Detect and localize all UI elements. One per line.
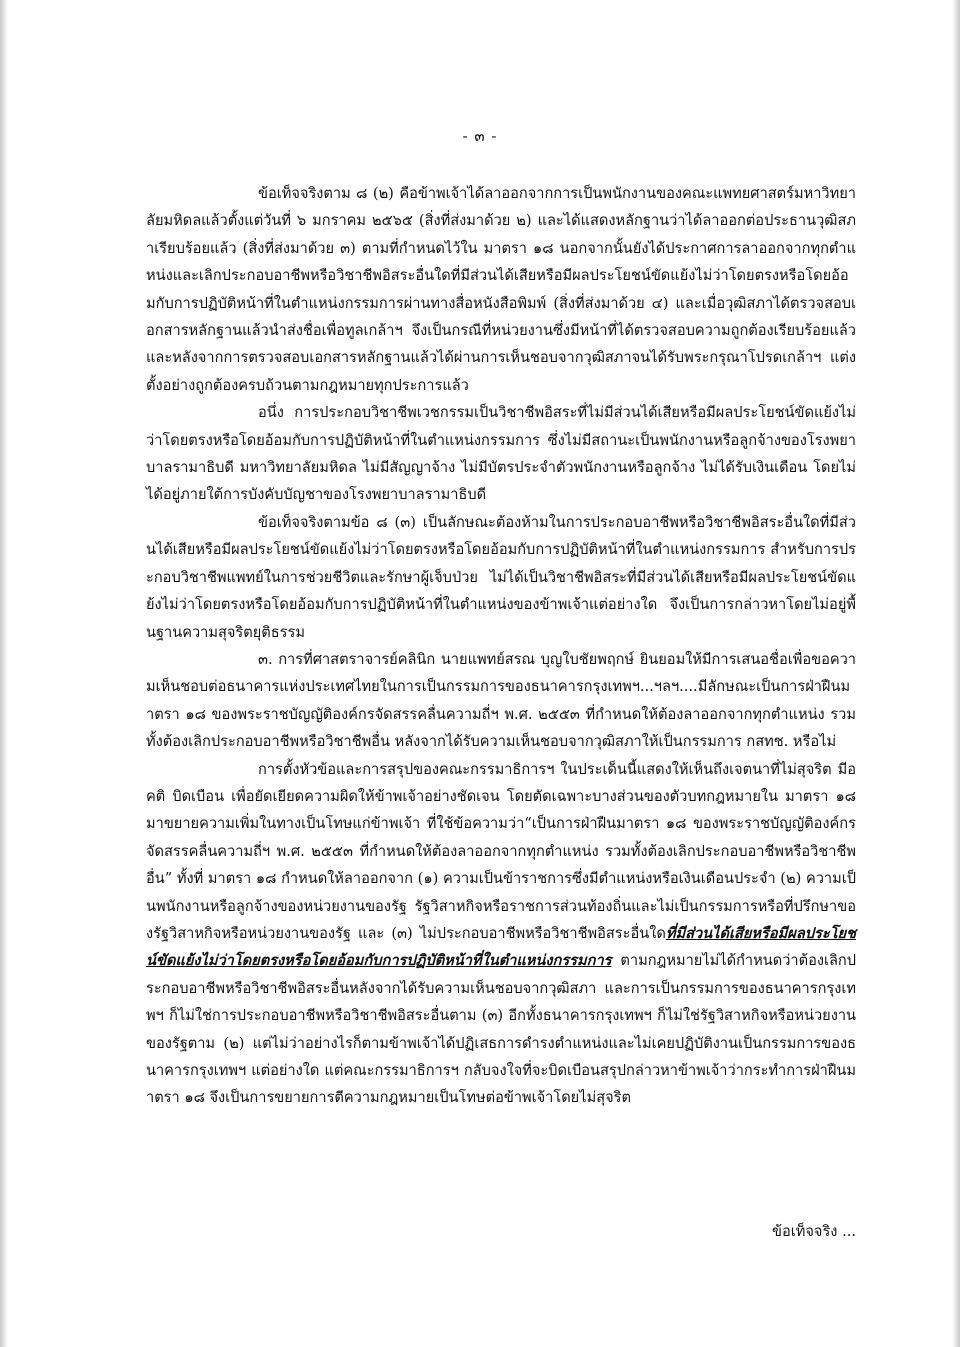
paragraph-committee-conclusion [146,756,856,1112]
paragraph-fact-8-3: ข้อเท็จจริงตามข้อ ๘ (๓) เป็นลักษณะต้องห้ามในการประกอบอาชีพหรือวิชาชีพอิสระอื่นใดที่มีส่วนได้เสียหรือมีผลประโยชน์ขัดแย้งไม่ว่าโดยตรงหรือโดยอ้อมกับการปฏิบัติหน้าที่ในตำแหน่งกรรมการ สำหรับการประกอบวิชาชีพแพทย์ในการช่วยชีวิตและรักษาผู้เจ็บป่วย ไม่ได้เป็นวิชาชีพอิสระที่มีส่วนได้เสียหรือมีผลประโยชน์ขัดแย้งไม่ว่าโดยตรงหรือโดยอ้อมกับการปฏิบัติหน้าที่ในตำแหน่งของข้าพเจ้าแต่อย่างใด จึงเป็นการกล่าวหาโดยไม่อยู่พื้นฐานความสุจริตยุติธรรม [146,513,856,641]
page-number: - ๓ - [462,127,498,145]
paragraph-text-before: การตั้งหัวข้อและการสรุปของคณะกรรมาธิการฯ ในประเด็นนี้แสดงให้เห็นถึงเจตนาที่ไม่สุจริต มีอคติ บิดเบือน เพื่อยัดเยียดความผิดให้ข้าพเจ้าอย่างชัดเจน โดยตัดเฉพาะบางส่วนของตัวบทกฎหมายใน มาตรา ๑๘ มาขยายความเพิ่มในทางเป็นโทษแก่ข้าพเจ้า ที่ใช้ข้อความว่า“เป็นการฝ่าฝืนมาตรา ๑๘ ของพระราชบัญญัติองค์กรจัดสรรคลื่นความถี่ฯ พ.ศ. ๒๕๕๓ ที่กำหนดให้ต้องลาออกจากทุกตำแหน่ง รวมทั้งต้องเลิกประกอบอาชีพหรือวิชาชีพอื่น” ทั้งที่ มาตรา ๑๘ กำหนดให้ลาออกจาก (๑) ความเป็นข้าราชการซึ่งมีตำแหน่งหรือเงินเดือนประจำ (๒) ความเป็นพนักงานหรือลูกจ้างของหน่วยงานของรัฐ รัฐวิสาหกิจหรือราชการส่วนท้องถิ่นและไม่เป็นกรรมการหรือที่ปรึกษาของรัฐวิสาหกิจหรือหน่วยงานของรัฐ และ (๓) ไม่ประกอบอาชีพหรือวิชาชีพอิสระอื่นใด [146,760,856,942]
paragraph-text-after: ตามกฎหมายไม่ได้กำหนดว่าต้องเลิกประกอบอาชีพหรือวิชาชีพอิสระอื่นหลังจากได้รับความเห็นชอบจากวุฒิสภา และการเป็นกรรมการของธนาคารกรุงเทพฯ ก็ไม่ใช่การประกอบอาชีพหรือวิชาชีพอิสระอื่นตาม (๓) อีกทั้งธนาคารกรุงเทพฯ ก็ไม่ใช่รัฐวิสาหกิจหรือหน่วยงานของรัฐตาม (๒) แต่ไม่ว่าอย่างไรก็ตามข้าพเจ้าได้ปฏิเสธการดำรงตำแหน่งและไม่เคยปฏิบัติงานเป็นกรรมการของธนาคารกรุงเทพฯ แต่อย่างใด แต่คณะกรรมาธิการฯ กลับจงใจที่จะบิดเบือนสรุปกล่าวหาข้าพเจ้าว่ากระทำการฝ่าฝืนมาตรา ๑๘ จึงเป็นการขยายการตีความกฎหมายเป็นโทษต่อข้าพเจ้าโดยไม่สุจริต [146,952,856,1107]
page-edge-right [952,0,960,1347]
page-edge-left [0,0,8,1347]
paragraph-fact-8-2: ข้อเท็จจริงตาม ๘ (๒) คือข้าพเจ้าได้ลาออกจากการเป็นพนักงานของคณะแพทยศาสตร์มหาวิทยาลัยมหิดลแล้วตั้งแต่วันที่ ๖ มกราคม ๒๕๖๕ (สิ่งที่ส่งมาด้วย ๒) และได้แสดงหลักฐานว่าได้ลาออกต่อประธานวุฒิสภาเรียบร้อยแล้ว (สิ่งที่ส่งมาด้วย ๓) ตามที่กำหนดไว้ใน มาตรา ๑๘ นอกจากนั้นยังได้ประกาศการลาออกจากทุกตำแหน่งและเลิกประกอบอาชีพหรือวิชาชีพอิสระอื่นใดที่มีส่วนได้เสียหรือมีผลประโยชน์ขัดแย้งไม่ว่าโดยตรงหรือโดยอ้อมกับการปฏิบัติหน้าที่ในตำแหน่งกรรมการผ่านทางสื่อหนังสือพิมพ์ (สิ่งที่ส่งมาด้วย ๔) และเมื่อวุฒิสภาได้ตรวจสอบเอกสารหลักฐานแล้วนำส่งชื่อเพื่อทูลเกล้าฯ จึงเป็นกรณีที่หน่วยงานซึ่งมีหน้าที่ได้ตรวจสอบความถูกต้องเรียบร้อยแล้ว และหลังจากการตรวจสอบเอกสารหลักฐานแล้วได้ผ่านการเห็นชอบจากวุฒิสภาจนได้รับพระกรุณาโปรดเกล้าฯ แต่งตั้งอย่างถูกต้องครบถ้วนตามกฎหมายทุกประการแล้ว [146,185,856,394]
emphasized-text: ที่มีส่วนได้เสียหรือมีผลประโยชน์ขัดแย้งไม่ว่าโดยตรงหรือโดยอ้อมกับการปฏิบัติหน้าที่ในตำแหน่งกรรมการ [146,924,856,970]
paragraph-item-3: ๓. การที่ศาสตราจารย์คลินิก นายแพทย์สรณ บุญใบชัยพฤกษ์ ยินยอมให้มีการเสนอชื่อเพื่อขอความเห็นชอบต่อธนาคารแห่งประเทศไทยในการเป็นกรรมการของธนาคารกรุงเทพฯ...ฯลฯ....มีลักษณะเป็นการฝ่าฝืนมาตรา ๑๘ ของพระราชบัญญัติองค์กรจัดสรรคลื่นความถี่ฯ พ.ศ. ๒๕๕๓ ที่กำหนดให้ต้องลาออกจากทุกตำแหน่ง รวมทั้งต้องเลิกประกอบอาชีพหรือวิชาชีพอื่น หลังจากได้รับความเห็นชอบจากวุฒิสภาให้เป็นกรรมการ กสทช. หรือไม่ [146,650,856,751]
document-body [146,180,856,1112]
continuation-marker: ข้อเท็จจริง ... [772,1223,856,1240]
paragraph-medical-profession: อนึ่ง การประกอบวิชาชีพเวชกรรมเป็นวิชาชีพอิสระที่ไม่มีส่วนได้เสียหรือมีผลประโยชน์ขัดแย้งไม่ว่าโดยตรงหรือโดยอ้อมกับการปฏิบัติหน้าที่ในตำแหน่งกรรมการ ซึ่งไม่มีสถานะเป็นพนักงานหรือลูกจ้างของโรงพยาบาลรามาธิบดี มหาวิทยาลัยมหิดล ไม่มีสัญญาจ้าง ไม่มีบัตรประจำตัวพนักงานหรือลูกจ้าง ไม่ได้รับเงินเดือน โดยไม่ได้อยู่ภายใต้การบังคับบัญชาของโรงพยาบาลรามาธิบดี [146,404,856,504]
